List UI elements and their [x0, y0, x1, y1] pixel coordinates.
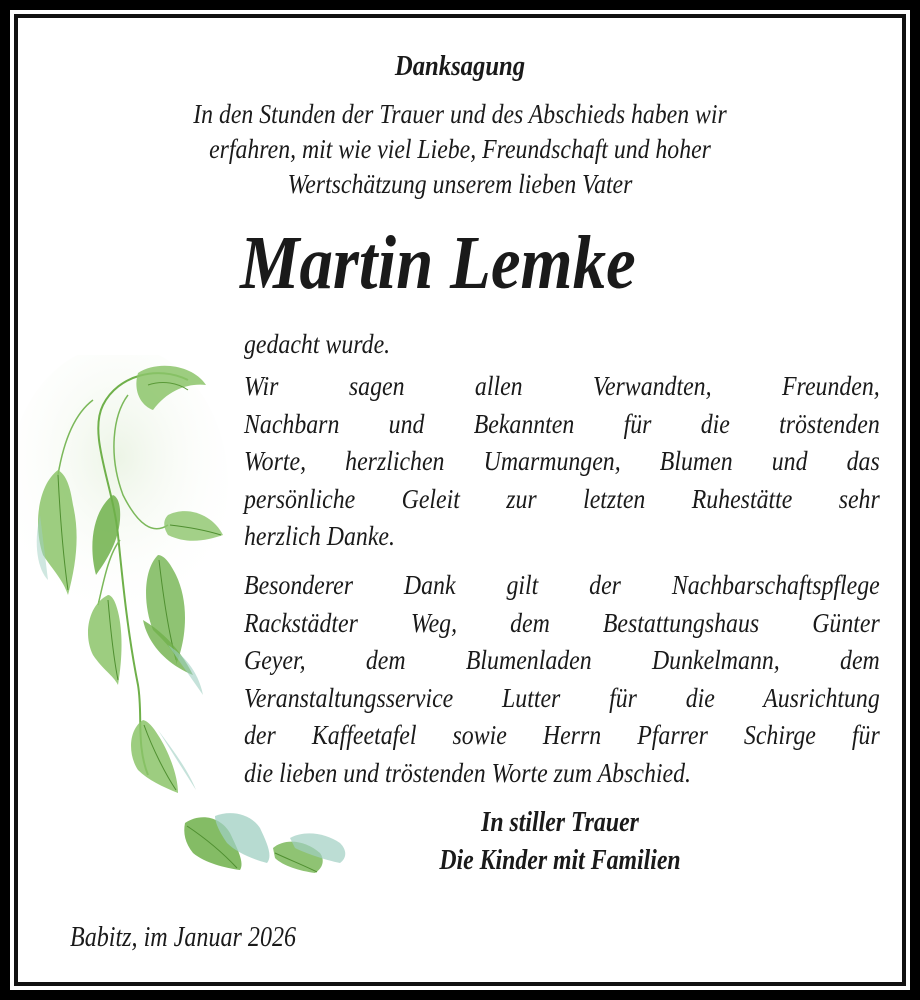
intro-line: Wertschätzung unserem lieben Vater	[287, 169, 633, 199]
leaf-branch-icon	[18, 355, 228, 795]
text-line: Rackstädter Weg, dem Bestattungshaus Günter	[244, 607, 880, 638]
text-line: Worte, herzlichen Umarmungen, Blumen und das	[244, 446, 880, 477]
intro-line: erfahren, mit wie viel Liebe, Freundschaft und hoher	[209, 134, 711, 164]
text-line: Wir sagen allen Verwandten, Freunden,	[244, 371, 880, 401]
deceased-name: Martin Lemke	[240, 221, 636, 305]
place-and-date: Babitz, im Januar 2026	[70, 922, 297, 953]
text-line: persönliche Geleit zur letzten Ruhestätte sehr	[244, 483, 880, 514]
closing-signature	[330, 804, 790, 880]
special-thanks-paragraph	[244, 567, 880, 793]
text-line: der Kaffeetafel sowie Herrn Pfarrer Schirge für	[244, 720, 880, 751]
text-line: Nachbarn und Bekannten für die tröstenden	[244, 408, 880, 439]
after-name-text	[244, 326, 880, 364]
text-line: gedacht wurde.	[244, 329, 391, 359]
closing-line: Die Kinder mit Familien	[439, 845, 681, 876]
intro-line: In den Stunden der Trauer und des Abschieds haben wir	[193, 99, 727, 129]
closing-line: In stiller Trauer	[481, 807, 639, 838]
text-line: Geyer, dem Blumenladen Dunkelmann, dem	[244, 645, 880, 676]
text-line: Veranstaltungsservice Lutter für die Ausrichtung	[244, 682, 880, 713]
text-line: die lieben und tröstenden Worte zum Abschied.	[244, 757, 691, 788]
text-line: herzlich Danke.	[244, 521, 395, 552]
thanks-paragraph	[244, 368, 880, 556]
notice-title: Danksagung	[394, 50, 526, 82]
intro-text	[60, 97, 860, 202]
text-line: Besonderer Dank gilt der Nachbarschaftspflege	[244, 570, 880, 600]
